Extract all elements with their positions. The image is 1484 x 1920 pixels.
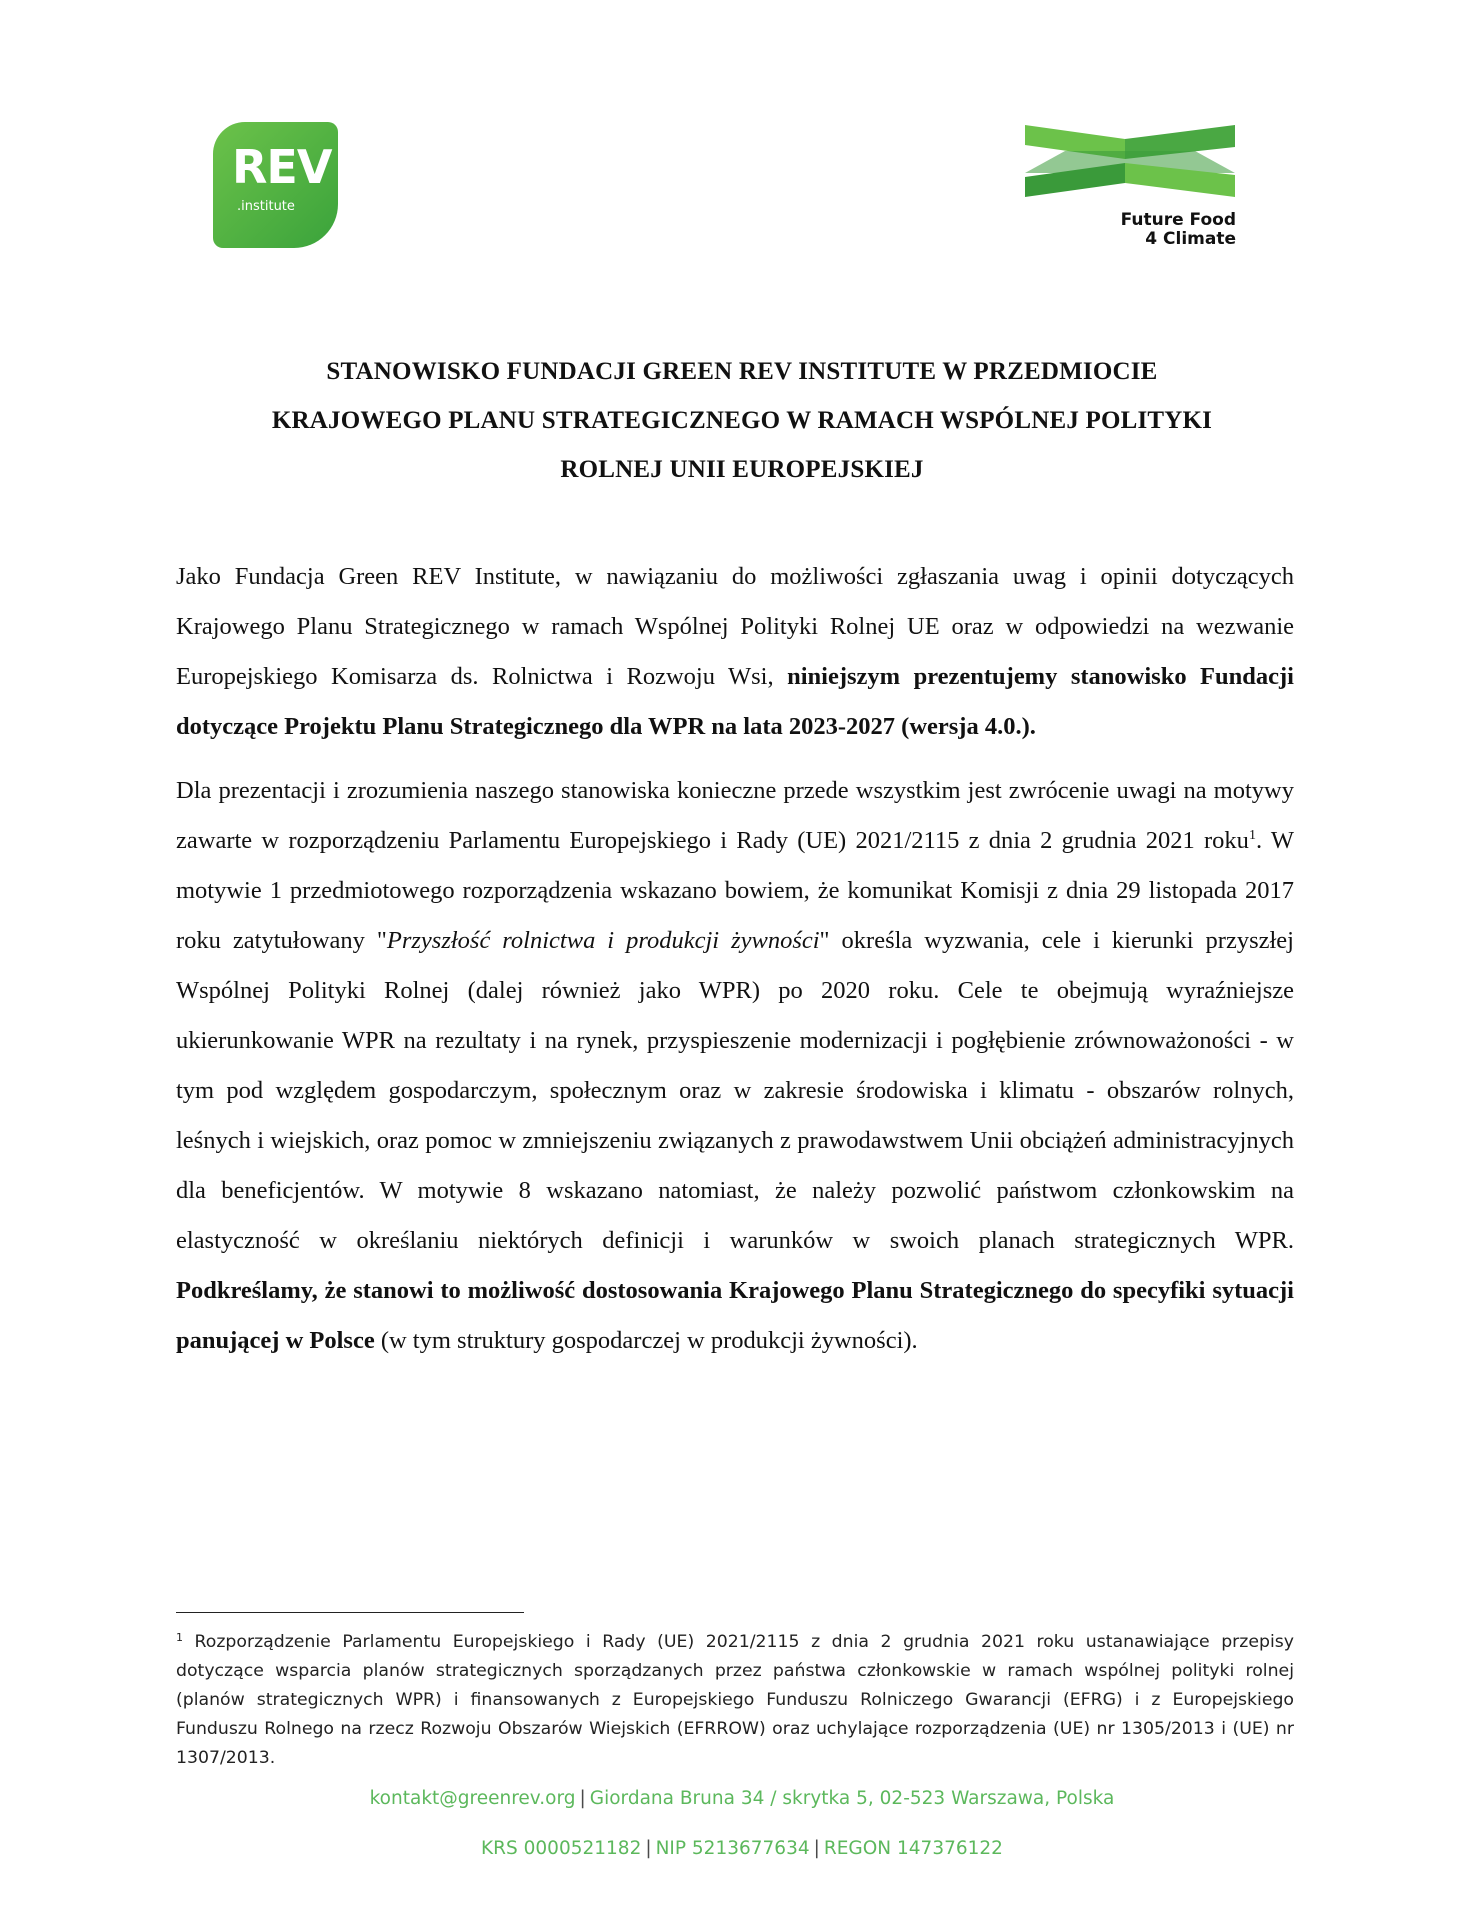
- footnote-text: Rozporządzenie Parlamentu Europejskiego i Rady (UE) 2021/2115 z dnia 2 grudnia 2021 roku ustanawiające przepisy dotyczące wsparcia planów strategicznych sporządzanych przez państwa członkowskie w ramach wspólnej polityki rolnej (planów strategicznych WPR) i finansowanych z Europejskiego Funduszu Rolniczego Gwarancji (EFRG) i z Europejskiego Funduszu Rolnego na rzecz Rozwoju Obszarów Wiejskich (EFRROW) oraz uchylające rozporządzenia (UE) nr 1305/2013 i (UE) nr 1307/2013.: [176, 1632, 1294, 1768]
- ff-logo-line2: 4 Climate: [1145, 229, 1236, 249]
- separator: |: [813, 1838, 820, 1859]
- document-body: [176, 552, 1294, 1366]
- separator: |: [579, 1788, 586, 1809]
- paragraph-1-text: Jako Fundacja Green REV Institute, w nawiązaniu do możliwości zgłaszania uwag i opinii dotyczących Krajowego Planu Strategicznego w ramach Wspólnej Polityki Rolnej UE oraz w odpowiedzi na wezwanie Europejskiego Komisarza ds. Rolnictwa i Rozwoju Wsi,: [176, 563, 1294, 690]
- paragraph-2: [176, 766, 1294, 1366]
- contact-address: Giordana Bruna 34 / skrytka 5, 02-523 Warszawa, Polska: [589, 1788, 1115, 1809]
- paragraph-2-text-d: (w tym struktury gospodarczej w produkcji żywności).: [374, 1327, 918, 1354]
- contact-regon: REGON 147376122: [823, 1838, 1003, 1859]
- rev-institute-logo: [213, 122, 338, 248]
- separator: |: [645, 1838, 652, 1859]
- paragraph-2-text-b: . W motywie 1 przedmiotowego rozporządzenia wskazano bowiem, że komunikat Komisji z dnia 29 listopada 2017 roku zatytułowany ": [176, 827, 1294, 954]
- title-line-1: STANOWISKO FUNDACJI GREEN REV INSTITUTE W PRZEDMIOCIE: [326, 358, 1158, 385]
- rev-logo-text: REV: [232, 140, 332, 194]
- contact-nip: NIP 5213677634: [655, 1838, 810, 1859]
- title-line-2: KRAJOWEGO PLANU STRATEGICZNEGO W RAMACH WSPÓLNEJ POLITYKI: [271, 407, 1213, 434]
- contact-email[interactable]: kontakt@greenrev.org: [369, 1788, 576, 1809]
- paragraph-1-bold: niniejszym prezentujemy stanowisko Fundacji dotyczące Projektu Planu Strategicznego dla WPR na lata 2023-2027 (wersja 4.0.).: [176, 663, 1294, 740]
- rev-logo-subtext: .institute: [237, 199, 295, 214]
- footnote-reference[interactable]: 1: [1248, 828, 1256, 843]
- footnote-separator: [176, 1612, 524, 1613]
- title-line-3: ROLNEJ UNII EUROPEJSKIEJ: [560, 456, 924, 483]
- paragraph-2-italic: Przyszłość rolnictwa i produkcji żywności: [386, 927, 820, 954]
- paragraph-1: [176, 552, 1294, 752]
- contact-line-1: [0, 1788, 1484, 1809]
- document-title: [150, 347, 1334, 494]
- footnote-number: 1: [176, 1631, 183, 1644]
- paragraph-2-bold: Podkreślamy, że stanowi to możliwość dostosowania Krajowego Planu Strategicznego do specyfiki sytuacji panującej w Polsce: [176, 1277, 1294, 1354]
- ribbon-icon: [1025, 125, 1240, 215]
- paragraph-2-text-a: Dla prezentacji i zrozumienia naszego stanowiska konieczne przede wszystkim jest zwrócenie uwagi na motywy zawarte w rozporządzeniu Parlamentu Europejskiego i Rady (UE) 2021/2115 z dnia 2 grudnia 2021 roku: [176, 777, 1294, 854]
- ff-logo-line1: Future Food: [1120, 210, 1236, 230]
- contact-line-2: [0, 1838, 1484, 1859]
- footnote: [176, 1628, 1294, 1773]
- contact-krs: KRS 0000521182: [481, 1838, 642, 1859]
- paragraph-2-text-c: " określa wyzwania, cele i kierunki przyszłej Wspólnej Polityki Rolnej (dalej również jako WPR) po 2020 roku. Cele te obejmują wyraźniejsze ukierunkowanie WPR na rezultaty i na rynek, przyspieszenie modernizacji i pogłębienie zrównoważoności - w tym pod względem gospodarczym, społecznym oraz w zakresie środowiska i klimatu - obszarów rolnych, leśnych i wiejskich, oraz pomoc w zmniejszeniu związanych z prawodawstwem Unii obciążeń administracyjnych dla beneficjentów. W motywie 8 wskazano natomiast, że należy pozwolić państwom członkowskim na elastyczność w określaniu niektórych definicji i warunków w swoich planach strategicznych WPR.: [176, 927, 1294, 1254]
- future-food-4-climate-logo: [1025, 125, 1240, 255]
